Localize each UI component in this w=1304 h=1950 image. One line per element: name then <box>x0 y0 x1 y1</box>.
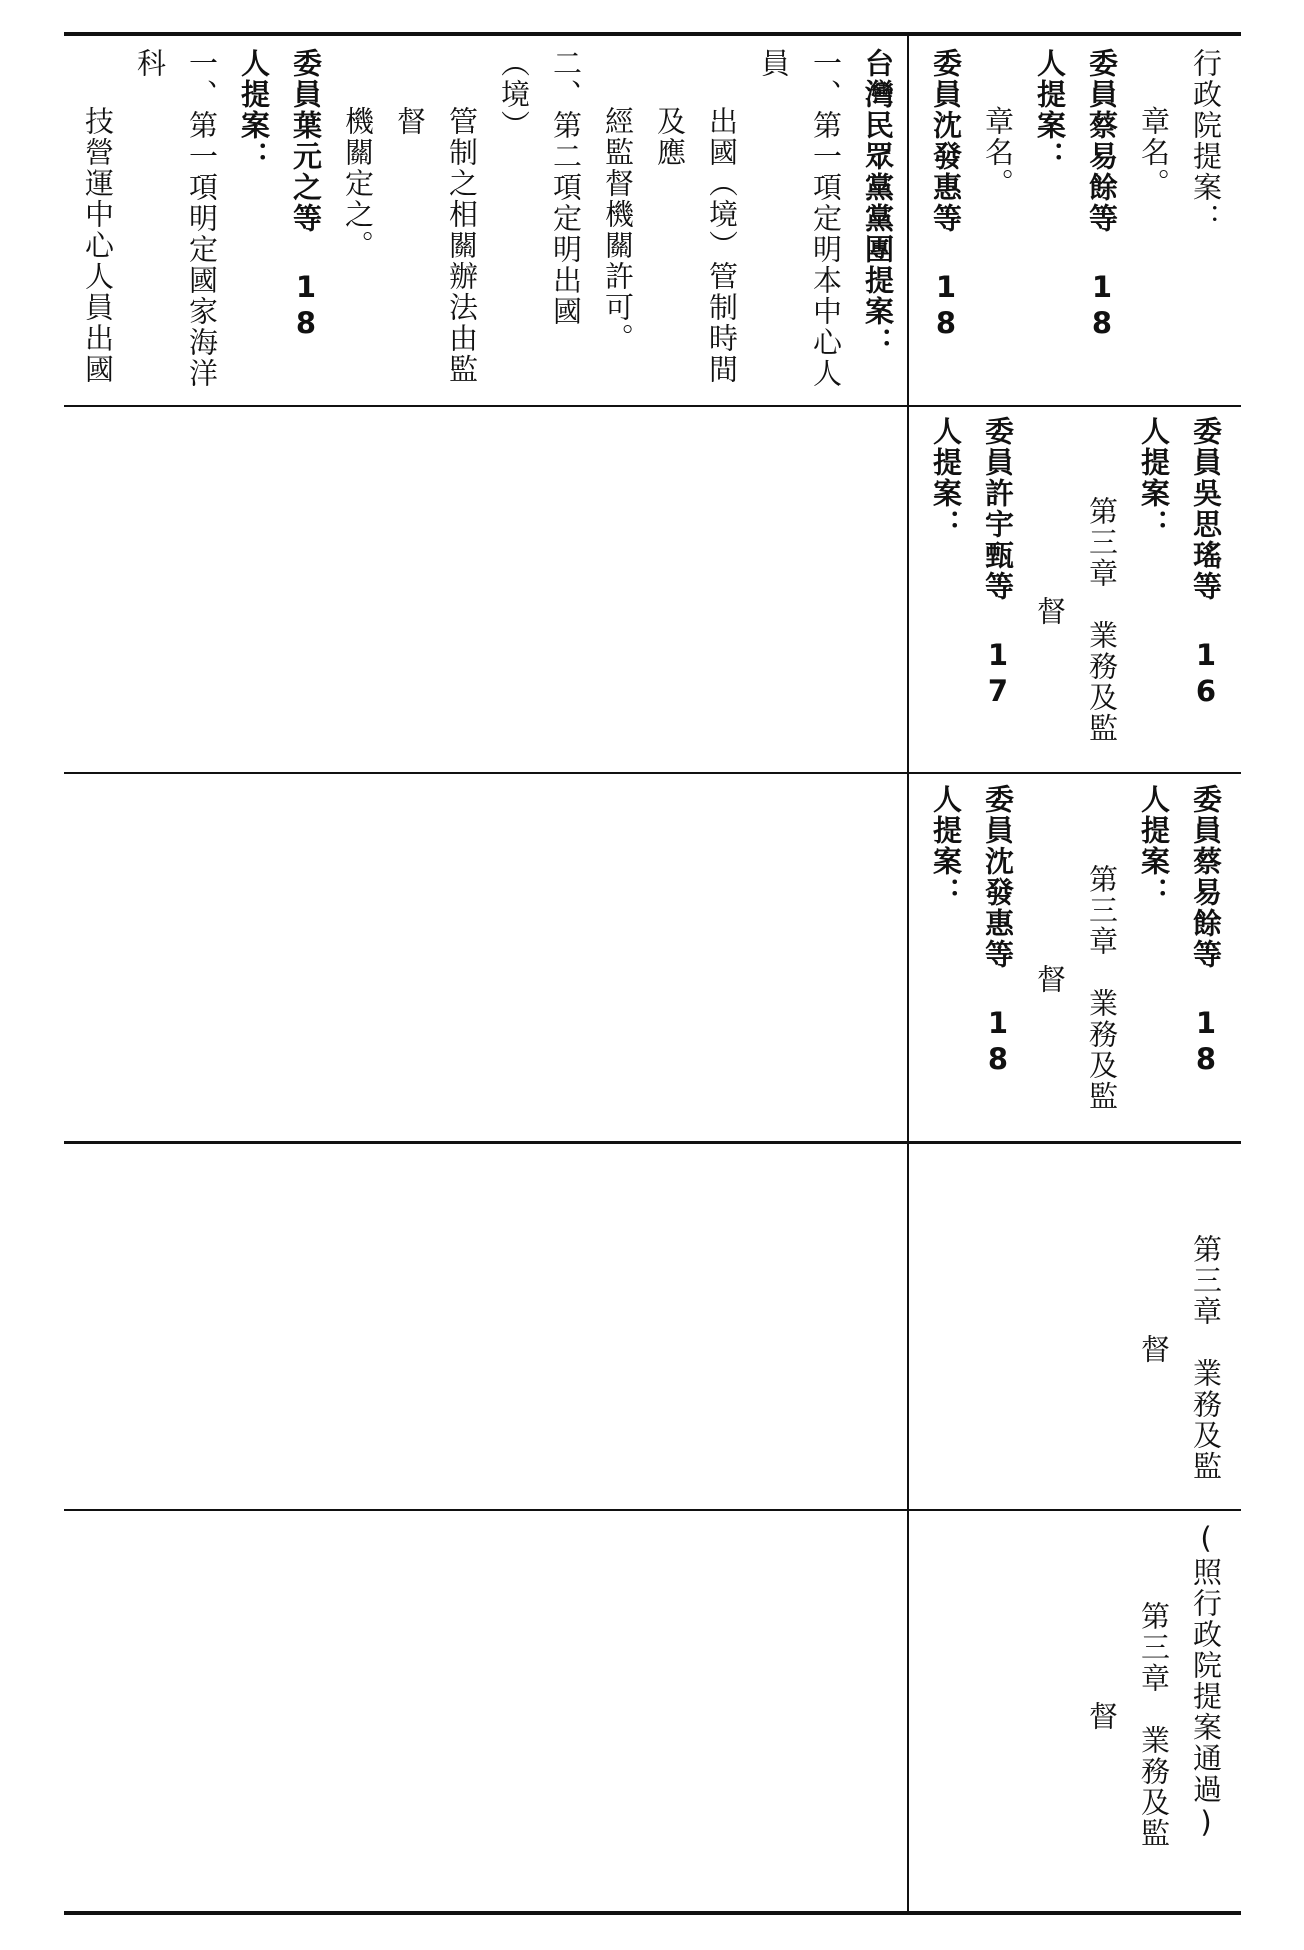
text-line: 委員吳思瑤等 16 人提案： <box>1137 416 1223 710</box>
text-line: 二、第二項定明出國（境） <box>497 48 583 327</box>
text-line: 第三章 業務及監 <box>1137 1601 1171 1849</box>
explanation-cell-main <box>76 48 904 404</box>
text-line: 督 <box>1033 596 1067 627</box>
text-line: 章名。 <box>1137 106 1171 199</box>
proposal-tsai-shen-cell <box>912 784 1232 1136</box>
proposal-wu-hsu-cell <box>912 416 1232 768</box>
text-line: 一、第一項定明本中心人員 <box>757 48 843 389</box>
text-line: 第三章 業務及監 <box>1085 864 1119 1112</box>
row-divider-3 <box>64 1141 1241 1144</box>
text-line: 章名。 <box>981 106 1015 199</box>
row-divider-1 <box>64 405 1241 407</box>
text-line: 委員蔡易餘等 18 人提案： <box>1033 48 1119 342</box>
chapter-title-explanation-cell <box>912 48 1232 404</box>
text-line: (照行政院提案通過) <box>1189 1521 1223 1841</box>
text-line: 委員蔡易餘等 18 人提案： <box>1137 784 1223 1078</box>
text-line: 第三章 業務及監 <box>1085 496 1119 744</box>
top-rule <box>64 32 1241 36</box>
text-line: 委員許宇甄等 17 人提案： <box>929 416 1015 710</box>
text-line <box>912 784 920 1136</box>
text-line <box>912 416 920 768</box>
text-line: 委員沈發惠等 18 <box>929 48 963 342</box>
text-line: 技營運中心人員出國 <box>81 106 115 385</box>
column-divider <box>907 36 909 1911</box>
text-line: 督 <box>1137 1334 1171 1365</box>
text-line: 出國（境）管制時間及應 <box>653 106 739 385</box>
text-line: 第三章 業務及監 <box>1189 1234 1223 1482</box>
row-divider-4 <box>64 1509 1241 1511</box>
text-line: 管制之相關辦法由監督 <box>393 106 479 385</box>
review-committee-resolution-cell <box>912 1521 1232 1909</box>
text-line: 委員葉元之等 18 人提案： <box>237 48 323 342</box>
text-line: 委員沈發惠等 18 人提案： <box>929 784 1015 1078</box>
text-line: 機關定之。 <box>341 106 375 261</box>
text-line: 督 <box>1085 1701 1119 1732</box>
row-divider-2 <box>64 772 1241 774</box>
text-line: 經監督機關許可。 <box>601 106 635 354</box>
text-line: 台灣民眾黨黨團提案： <box>861 48 895 358</box>
text-line: 一、第一項明定國家海洋科 <box>133 48 219 389</box>
text-line: 督 <box>1033 964 1067 995</box>
text-line: 行政院提案： <box>1189 48 1223 234</box>
bottom-rule <box>64 1911 1241 1915</box>
executive-yuan-proposal-cell <box>912 1154 1232 1504</box>
